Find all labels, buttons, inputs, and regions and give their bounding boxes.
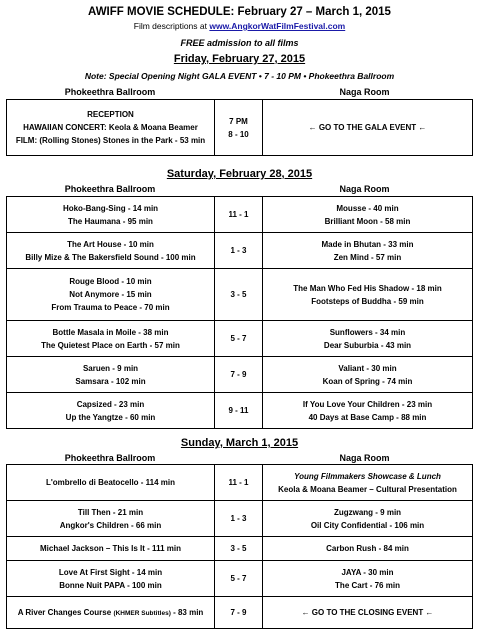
screening-cell (7, 269, 215, 321)
page-title: AWIFF MOVIE SCHEDULE: February 27 – March 1, 2015 (88, 6, 391, 18)
screening-cell (7, 357, 215, 393)
go-to-closing-event: ← GO TO THE CLOSING EVENT ← (263, 597, 473, 629)
cell-line: HAWAIIAN CONCERT: Keola & Moana Beamer (23, 123, 198, 132)
free-admission-note: FREE admission to all films (180, 38, 299, 48)
time-cell: 5 - 7 (215, 561, 263, 597)
cell-line: The Cart - 76 min (335, 580, 400, 590)
time-cell: 9 - 11 (215, 393, 263, 429)
time-cell: 3 - 5 (215, 269, 263, 321)
friday-col-phokeethra: Phokeethra Ballroom (64, 87, 156, 97)
table-row (7, 197, 473, 233)
film-title: A River Changes Course (17, 607, 112, 617)
cell-line: Made in Bhutan - 33 min (321, 239, 414, 249)
friday-schedule-table (6, 99, 473, 156)
cell-line: The Man Who Fed His Shadow - 18 min (293, 283, 442, 293)
cell-line: Oil City Confidential - 106 min (310, 520, 425, 530)
film-descriptions-line (0, 21, 479, 31)
cell-line: Footsteps of Buddha - 59 min (311, 296, 424, 306)
cell-line: 40 Days at Base Camp - 88 min (308, 412, 427, 422)
table-row (7, 321, 473, 357)
screening-cell: Carbon Rush - 84 min (263, 537, 473, 561)
screening-cell (263, 269, 473, 321)
cell-line: The Art House - 10 min (67, 239, 154, 249)
screening-cell (263, 465, 473, 501)
cell-line: Hoko-Bang-Sing - 14 min (62, 203, 159, 213)
table-row (7, 100, 473, 156)
cell-line: The Haumana - 95 min (68, 216, 153, 226)
table-row (7, 357, 473, 393)
cell-line: Till Then - 21 min (77, 507, 144, 517)
cell-line: Zugzwang - 9 min (333, 507, 402, 517)
time-cell: 11 - 1 (215, 465, 263, 501)
table-row (7, 561, 473, 597)
gala-note: Note: Special Opening Night GALA EVENT • 7 - 10 PM • Phokeethra Ballroom (84, 71, 395, 81)
cell-line: Not Anymore - 15 min (69, 290, 152, 299)
screening-cell (263, 233, 473, 269)
table-row (7, 597, 473, 629)
time-cell: 7 - 9 (215, 597, 263, 629)
saturday-heading: Saturday, February 28, 2015 (166, 168, 313, 180)
sunday-schedule-table (6, 464, 473, 629)
table-row (7, 465, 473, 501)
screening-cell (7, 501, 215, 537)
table-row (7, 269, 473, 321)
cell-line: Capsized - 23 min (76, 399, 145, 409)
friday-time-cell (215, 100, 263, 156)
cell-line: Billy Mize & The Bakersfield Sound - 100 min (25, 252, 196, 262)
cell-line: Bottle Masala in Moile - 38 min (52, 327, 169, 337)
friday-col-naga: Naga Room (339, 87, 390, 97)
cell-line: Keola & Moana Beamer – Cultural Presentation (278, 484, 457, 494)
friday-heading: Friday, February 27, 2015 (173, 53, 306, 65)
descriptions-prefix: Film descriptions at (133, 21, 207, 31)
cell-line: Dear Suburbia - 43 min (323, 340, 412, 350)
time-line: 7 PM (229, 116, 248, 126)
cell-line: Bonne Nuit PAPA - 100 min (59, 580, 162, 590)
cell-line: RECEPTION (87, 110, 134, 119)
time-cell: 1 - 3 (215, 233, 263, 269)
cell-line: Saruen - 9 min (82, 363, 139, 373)
time-cell: 7 - 9 (215, 357, 263, 393)
time-line: 8 - 10 (228, 129, 249, 139)
sunday-col-naga: Naga Room (339, 453, 390, 463)
cell-line: Koan of Spring - 74 min (322, 376, 413, 386)
time-cell: 3 - 5 (215, 537, 263, 561)
table-row (7, 501, 473, 537)
screening-cell (263, 357, 473, 393)
cell-line: Angkor's Children - 66 min (59, 520, 162, 530)
screening-cell (263, 501, 473, 537)
table-row (7, 537, 473, 561)
saturday-col-naga: Naga Room (339, 184, 390, 194)
festival-website-link[interactable]: www.AngkorWatFilmFestival.com (209, 21, 346, 31)
cell-line: Up the Yangtze - 60 min (65, 412, 156, 422)
cell-line: Zen Mind - 57 min (333, 252, 402, 262)
screening-cell (7, 597, 215, 629)
cell-line: Valiant - 30 min (338, 363, 397, 373)
cell-line: Rouge Blood - 10 min (69, 277, 152, 286)
sunday-heading: Sunday, March 1, 2015 (180, 437, 299, 449)
screening-cell: L'ombrello di Beatocello - 114 min (7, 465, 215, 501)
screening-cell (7, 393, 215, 429)
screening-cell (7, 561, 215, 597)
cell-line: From Trauma to Peace - 70 min (51, 303, 170, 312)
saturday-col-phokeethra: Phokeethra Ballroom (64, 184, 156, 194)
cell-line: Mousse - 40 min (336, 203, 399, 213)
cell-line: If You Love Your Children - 23 min (302, 399, 433, 409)
subtitle-note: (KHMER Subtitles) (113, 609, 171, 617)
screening-cell (263, 393, 473, 429)
table-row (7, 393, 473, 429)
cell-line: Love At First Sight - 14 min (58, 567, 163, 577)
sunday-col-phokeethra: Phokeethra Ballroom (64, 453, 156, 463)
cell-line: Sunflowers - 34 min (329, 327, 406, 337)
friday-left-cell (7, 100, 215, 156)
screening-cell: Michael Jackson – This Is It - 111 min (7, 537, 215, 561)
time-cell: 1 - 3 (215, 501, 263, 537)
time-cell: 11 - 1 (215, 197, 263, 233)
screening-cell (263, 321, 473, 357)
cell-line: The Quietest Place on Earth - 57 min (41, 340, 180, 350)
table-row (7, 233, 473, 269)
cell-line: Young Filmmakers Showcase & Lunch (294, 471, 441, 481)
screening-cell (263, 197, 473, 233)
cell-line: FILM: (Rolling Stones) Stones in the Park - 53 min (15, 136, 206, 145)
go-to-gala-event: ← GO TO THE GALA EVENT ← (263, 100, 473, 156)
cell-line: JAYA - 30 min (341, 567, 394, 577)
screening-cell (7, 197, 215, 233)
cell-line: Samsara - 102 min (75, 376, 146, 386)
cell-line: Brilliant Moon - 58 min (324, 216, 411, 226)
saturday-schedule-table (6, 196, 473, 429)
screening-cell (263, 561, 473, 597)
screening-cell (7, 233, 215, 269)
time-cell: 5 - 7 (215, 321, 263, 357)
screening-cell (7, 321, 215, 357)
film-duration: - 83 min (170, 607, 204, 617)
